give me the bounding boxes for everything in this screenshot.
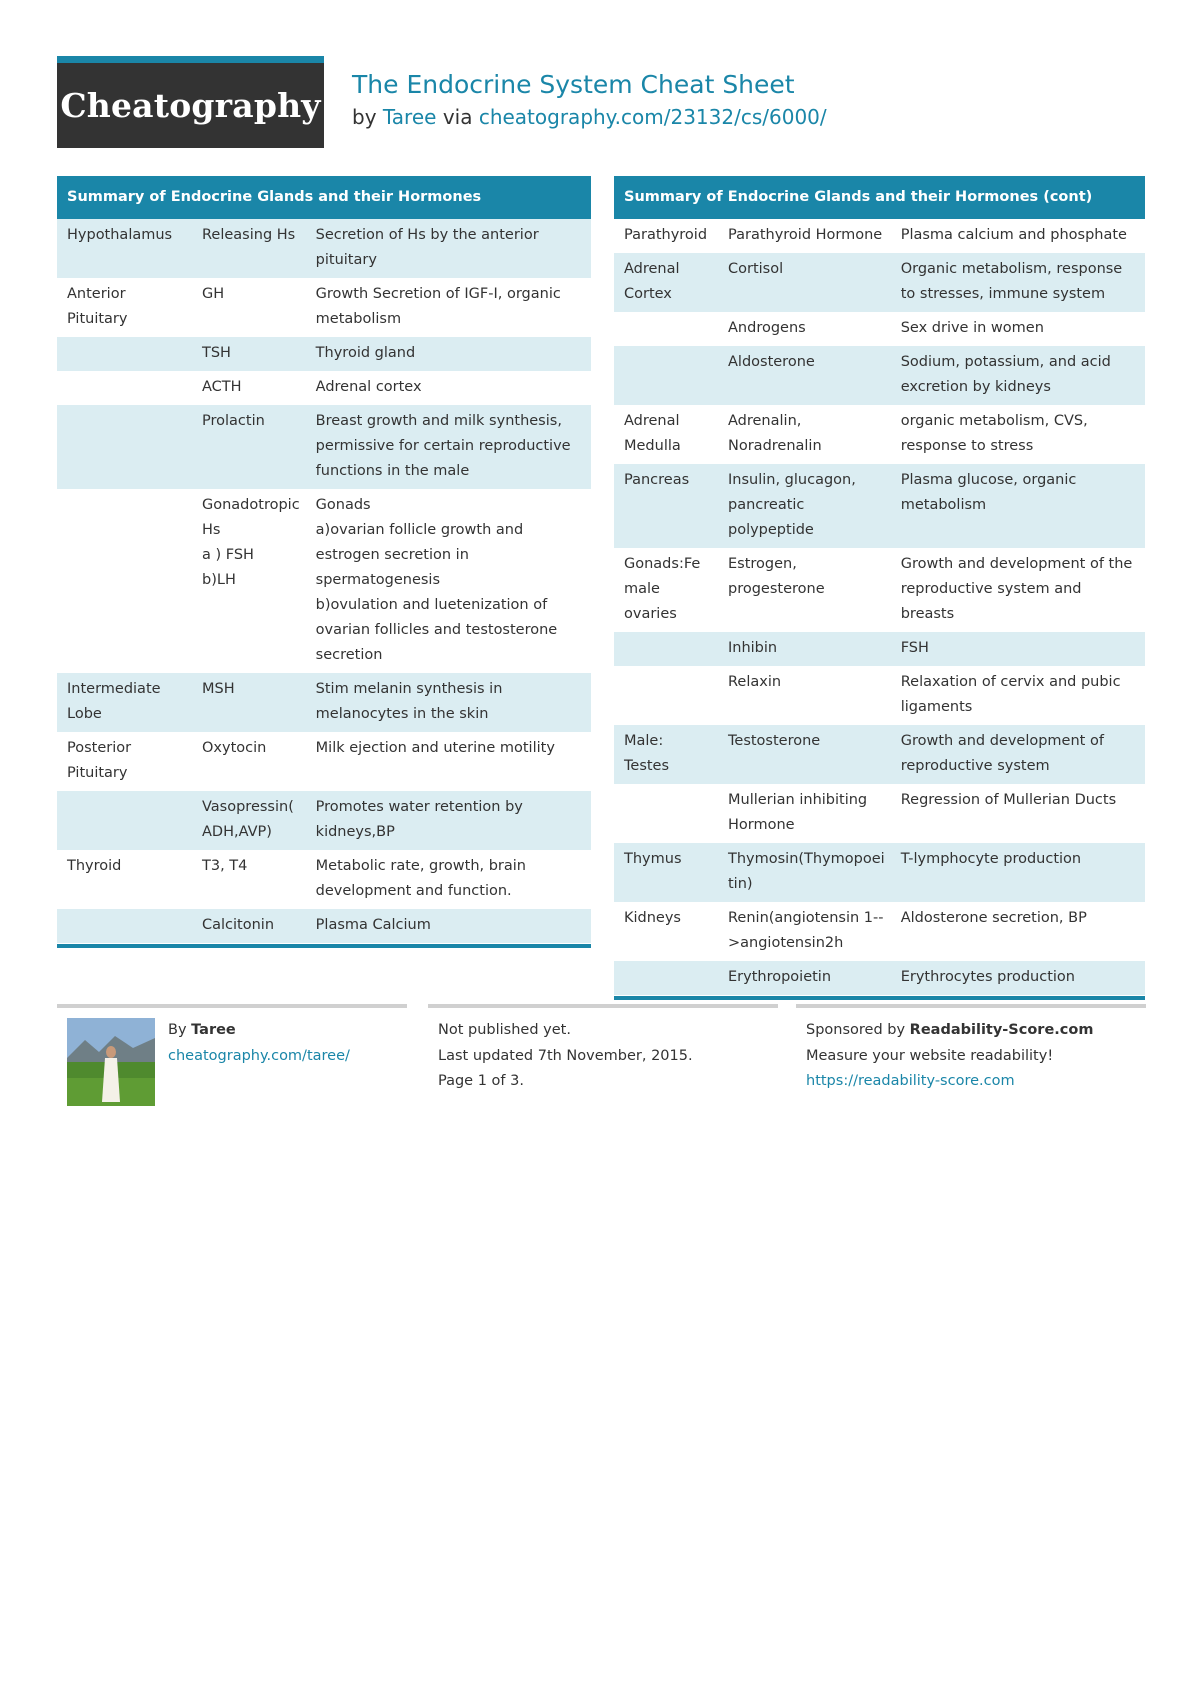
table-row [57,337,591,371]
table-row [614,843,1145,902]
function-cell: Stim melanin synthesis in melanocytes in the skin [306,673,591,732]
published-status: Not published yet. [438,1022,571,1038]
table-row [614,464,1145,548]
function-cell: Milk ejection and uterine motility [315,740,555,756]
table-row [614,312,1145,346]
gland-cell [614,961,718,995]
hormone-cell: MSH [192,673,306,732]
cheatography-logo[interactable] [57,56,324,148]
hormone-cell: ACTH [202,379,242,395]
hormone-cell: Testosterone [718,725,891,784]
hormone-cell: Renin(angiotensin 1-- >angiotensin2h [728,910,884,951]
gland-cell [57,909,192,943]
function-cell: Sodium, potassium, and acid excretion by kidneys [891,346,1145,405]
hormone-cell: Releasing Hs [192,219,306,278]
left-summary-block [57,176,591,948]
gland-cell: Male: Testes [614,725,718,784]
table-row [614,632,1145,666]
left-block-title: Summary of Endocrine Glands and their Hormones [57,176,591,219]
gland-cell [57,791,192,850]
gland-cell [614,312,718,346]
footer-meta-column [428,1004,778,1095]
gland-cell: Hypothalamus [57,219,192,278]
hormone-cell: Inhibin [718,632,891,666]
gland-cell: Intermediate Lobe [57,673,192,732]
table-row [614,902,1145,961]
table-row [57,278,591,337]
table-row [614,666,1145,725]
function-cell: Secretion of Hs by the anterior pituitary [306,219,591,278]
function-cell: Aldosterone secretion, BP [900,910,1087,926]
function-cell: Promotes water retention by kidneys,BP [306,791,591,850]
hormone-cell: Vasopressin( ADH,AVP) [192,791,306,850]
function-cell: organic metabolism, CVS, response to stress [900,413,1088,454]
table-row [614,961,1145,995]
author-name: Taree [191,1022,236,1038]
hormone-cell: Cortisol [718,253,891,312]
function-cell: Sex drive in women [900,320,1044,336]
sponsor-prefix: Sponsored by [806,1022,906,1038]
gland-cell: Anterior Pituitary [67,286,128,327]
table-row [614,784,1145,843]
function-cell: Breast growth and milk synthesis, permissive for certain reproductive functions in the male [306,405,591,489]
gland-cell: Pancreas [614,464,718,548]
function-cell: Growth and development of reproductive system [891,725,1145,784]
table-row [57,909,591,943]
last-updated: Last updated 7th November, 2015. [438,1047,693,1064]
sponsor-name: Readability-Score.com [909,1022,1094,1038]
table-row [57,673,591,732]
sponsor-line [806,1018,1146,1044]
function-line: Gonads [315,497,371,513]
author-prefix: By [168,1022,187,1038]
function-cell [306,489,591,673]
table-row [614,405,1145,464]
sheet-url-link[interactable]: cheatography.com/23132/cs/6000/ [478,105,827,129]
hormone-cell: Estrogen, progesterone [728,556,825,597]
gland-cell [57,489,192,673]
footer-author-column [57,1004,407,1069]
hormone-line: b)LH [202,572,236,588]
gland-cell [57,371,192,405]
right-hormone-table [614,219,1145,995]
table-row [614,219,1145,253]
hormone-cell [192,489,306,673]
function-cell: Plasma glucose, organic metabolism [891,464,1145,548]
hormone-cell: Androgens [728,320,806,336]
hormone-line: Gonadotropic Hs [202,497,300,538]
left-hormone-table [57,219,591,943]
hormone-cell: Erythropoietin [718,961,891,995]
hormone-cell: Parathyroid Hormone [728,227,883,243]
hormone-cell: Relaxin [728,674,782,690]
table-row [57,371,591,405]
author-profile-link[interactable]: cheatography.com/taree/ [168,1047,350,1064]
function-cell: Plasma Calcium [306,909,591,943]
hormone-cell: TSH [192,337,306,371]
sponsor-tagline: Measure your website readability! [806,1047,1054,1064]
function-cell: Adrenal cortex [315,379,422,395]
gland-cell [57,405,192,489]
gland-cell: Adrenal Cortex [614,253,718,312]
hormone-cell: Adrenalin, Noradrenalin [728,413,822,454]
function-cell: Organic metabolism, response to stresses, immune system [891,253,1145,312]
table-row [614,725,1145,784]
byline-via: via [442,105,473,129]
hormone-cell: Calcitonin [192,909,306,943]
gland-cell [614,632,718,666]
right-block-title: Summary of Endocrine Glands and their Hormones (cont) [614,176,1145,219]
gland-cell: Posterior Pituitary [67,740,132,781]
footer-sponsor-column [796,1004,1146,1095]
gland-cell [614,784,718,843]
footer-divider [796,1004,1146,1008]
table-row [57,489,591,673]
logo-text: Cheatography [60,86,321,125]
function-cell: FSH [891,632,1145,666]
hormone-cell: Prolactin [192,405,306,489]
function-cell: Relaxation of cervix and pubic ligaments [900,674,1121,715]
function-cell: Thyroid gland [306,337,591,371]
hormone-cell: Oxytocin [202,740,267,756]
footer-divider [428,1004,778,1008]
function-cell: T-lymphocyte production [891,843,1145,902]
hormone-cell: Insulin, glucagon, pancreatic polypeptide [718,464,891,548]
function-cell: Erythrocytes production [891,961,1145,995]
function-cell: Growth Secretion of IGF-I, organic metabolism [315,286,561,327]
table-row [57,850,591,909]
gland-cell: Adrenal Medulla [624,413,681,454]
function-line: a)ovarian follicle growth and estrogen secretion in spermatogenesis [315,522,524,588]
table-row [614,253,1145,312]
right-summary-block [614,176,1145,1000]
gland-cell: Gonads:Fe male ovaries [624,556,701,622]
block-bottom-rule [57,944,591,948]
hormone-cell: T3, T4 [202,858,248,874]
hormone-line: a ) FSH [202,547,254,563]
byline [352,105,827,129]
gland-cell [614,346,718,405]
function-cell: Plasma calcium and phosphate [900,227,1127,243]
hormone-cell: Mullerian inhibiting Hormone [728,792,868,833]
gland-cell: Thymus [614,843,718,902]
function-cell: Regression of Mullerian Ducts [900,792,1117,808]
byline-prefix: by [352,105,377,129]
author-link[interactable]: Taree [382,105,437,129]
hormone-cell: Aldosterone [718,346,891,405]
gland-cell: Kidneys [624,910,681,926]
sponsor-link[interactable]: https://readability-score.com [806,1073,1015,1089]
gland-cell: Parathyroid [624,227,708,243]
table-row [57,791,591,850]
block-bottom-rule [614,996,1145,1000]
table-row [57,405,591,489]
gland-cell [57,337,192,371]
page-number: Page 1 of 3. [438,1073,524,1089]
footer-author [168,1018,407,1044]
function-cell: Metabolic rate, growth, brain development and function. [315,858,526,899]
table-row [614,548,1145,632]
gland-cell [614,666,718,725]
table-row [57,732,591,791]
hormone-cell: Thymosin(Thymopoei tin) [718,843,891,902]
function-line: b)ovulation and luetenization of ovarian follicles and testosterone secretion [315,597,558,663]
gland-cell: Thyroid [67,858,122,874]
footer-divider [57,1004,407,1008]
page-title: The Endocrine System Cheat Sheet [352,70,795,99]
table-row [614,346,1145,405]
hormone-cell: GH [202,286,225,302]
table-row [57,219,591,278]
function-cell: Growth and development of the reproductive system and breasts [900,556,1133,622]
